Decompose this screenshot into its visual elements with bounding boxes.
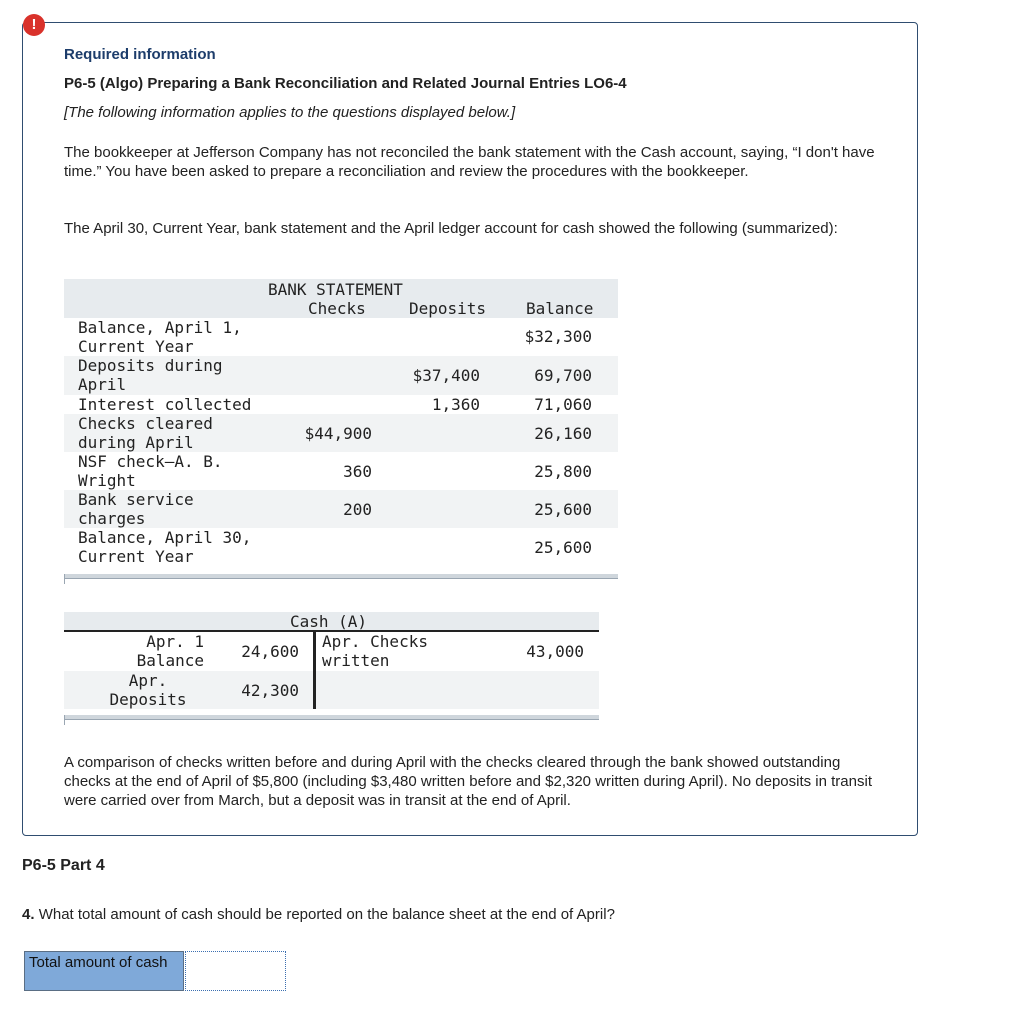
required-info-title: Required information (64, 46, 216, 63)
debit-label: Apr. 1 Balance (136, 632, 204, 670)
table-cell-balance: 69,700 (534, 366, 592, 385)
bank-statement-title: BANK STATEMENT (268, 280, 403, 299)
alert-icon: ! (23, 14, 45, 36)
balance-column-header: Balance (526, 299, 594, 318)
summary-paragraph: The April 30, Current Year, bank statement and the April ledger account for cash showed the following (summarized): (64, 220, 838, 237)
table-cell-checks: 200 (343, 500, 372, 519)
cash-account-title: Cash (A) (290, 612, 368, 631)
debit-label: Apr. Deposits (109, 671, 187, 709)
table-cell-checks: 360 (343, 462, 372, 481)
table-cell-balance: 71,060 (534, 395, 592, 414)
table-row-label: Balance, April 1, Current Year (78, 318, 242, 356)
table-cell-deposits: 1,360 (431, 395, 480, 414)
credit-label: Apr. Checks written (322, 632, 428, 670)
table-row-label: NSF check—A. B. Wright (78, 452, 223, 490)
table-cell-balance: 25,600 (534, 500, 592, 519)
deposits-column-header: Deposits (409, 299, 487, 318)
t-account-divider (313, 632, 316, 709)
credit-amount: 43,000 (526, 642, 584, 661)
table-bottom-tick (64, 715, 65, 725)
table-row-label: Balance, April 30, Current Year (78, 528, 252, 566)
table-cell-balance: $32,300 (524, 327, 592, 346)
problem-title: P6-5 (Algo) Preparing a Bank Reconciliation and Related Journal Entries LO6-4 (64, 75, 627, 92)
table-bottom-rule (64, 574, 618, 579)
info-note: [The following information applies to the questions displayed below.] (64, 104, 516, 121)
table-cell-balance: 25,600 (534, 538, 592, 557)
table-cell-balance: 25,800 (534, 462, 592, 481)
table-row-label: Deposits during April (78, 356, 223, 394)
answer-label: Total amount of cash (24, 951, 184, 991)
intro-paragraph: The bookkeeper at Jefferson Company has not reconciled the bank statement with the Cash account, saying, “I don't have time.” You have been asked to prepare a reconciliation and review the procedures with the bookkeeper. (64, 144, 875, 180)
question-body: What total amount of cash should be reported on the balance sheet at the end of April? (38, 906, 615, 923)
table-row-label: Checks cleared during April (78, 414, 213, 452)
part-title: P6-5 Part 4 (22, 857, 105, 874)
question-number: 4. (22, 906, 35, 923)
table-row-label: Interest collected (78, 395, 252, 414)
table-bottom-rule (64, 715, 599, 720)
debit-amount: 24,600 (241, 642, 299, 661)
comparison-paragraph: A comparison of checks written before and during April with the checks cleared through the bank showed outstanding checks at the end of April of $5,800 (including $3,480 written before and $2,320 written during April). No deposits in transit were carried over from March, but a deposit was in transit at the end of April. (64, 754, 872, 809)
table-bottom-tick (64, 574, 65, 584)
total-cash-input[interactable] (185, 951, 286, 991)
table-row-label: Bank service charges (78, 490, 194, 528)
table-cell-checks: $44,900 (304, 424, 372, 443)
table-cell-deposits: $37,400 (412, 366, 480, 385)
question-text (22, 906, 615, 923)
debit-amount: 42,300 (241, 681, 299, 700)
checks-column-header: Checks (308, 299, 366, 318)
table-cell-balance: 26,160 (534, 424, 592, 443)
